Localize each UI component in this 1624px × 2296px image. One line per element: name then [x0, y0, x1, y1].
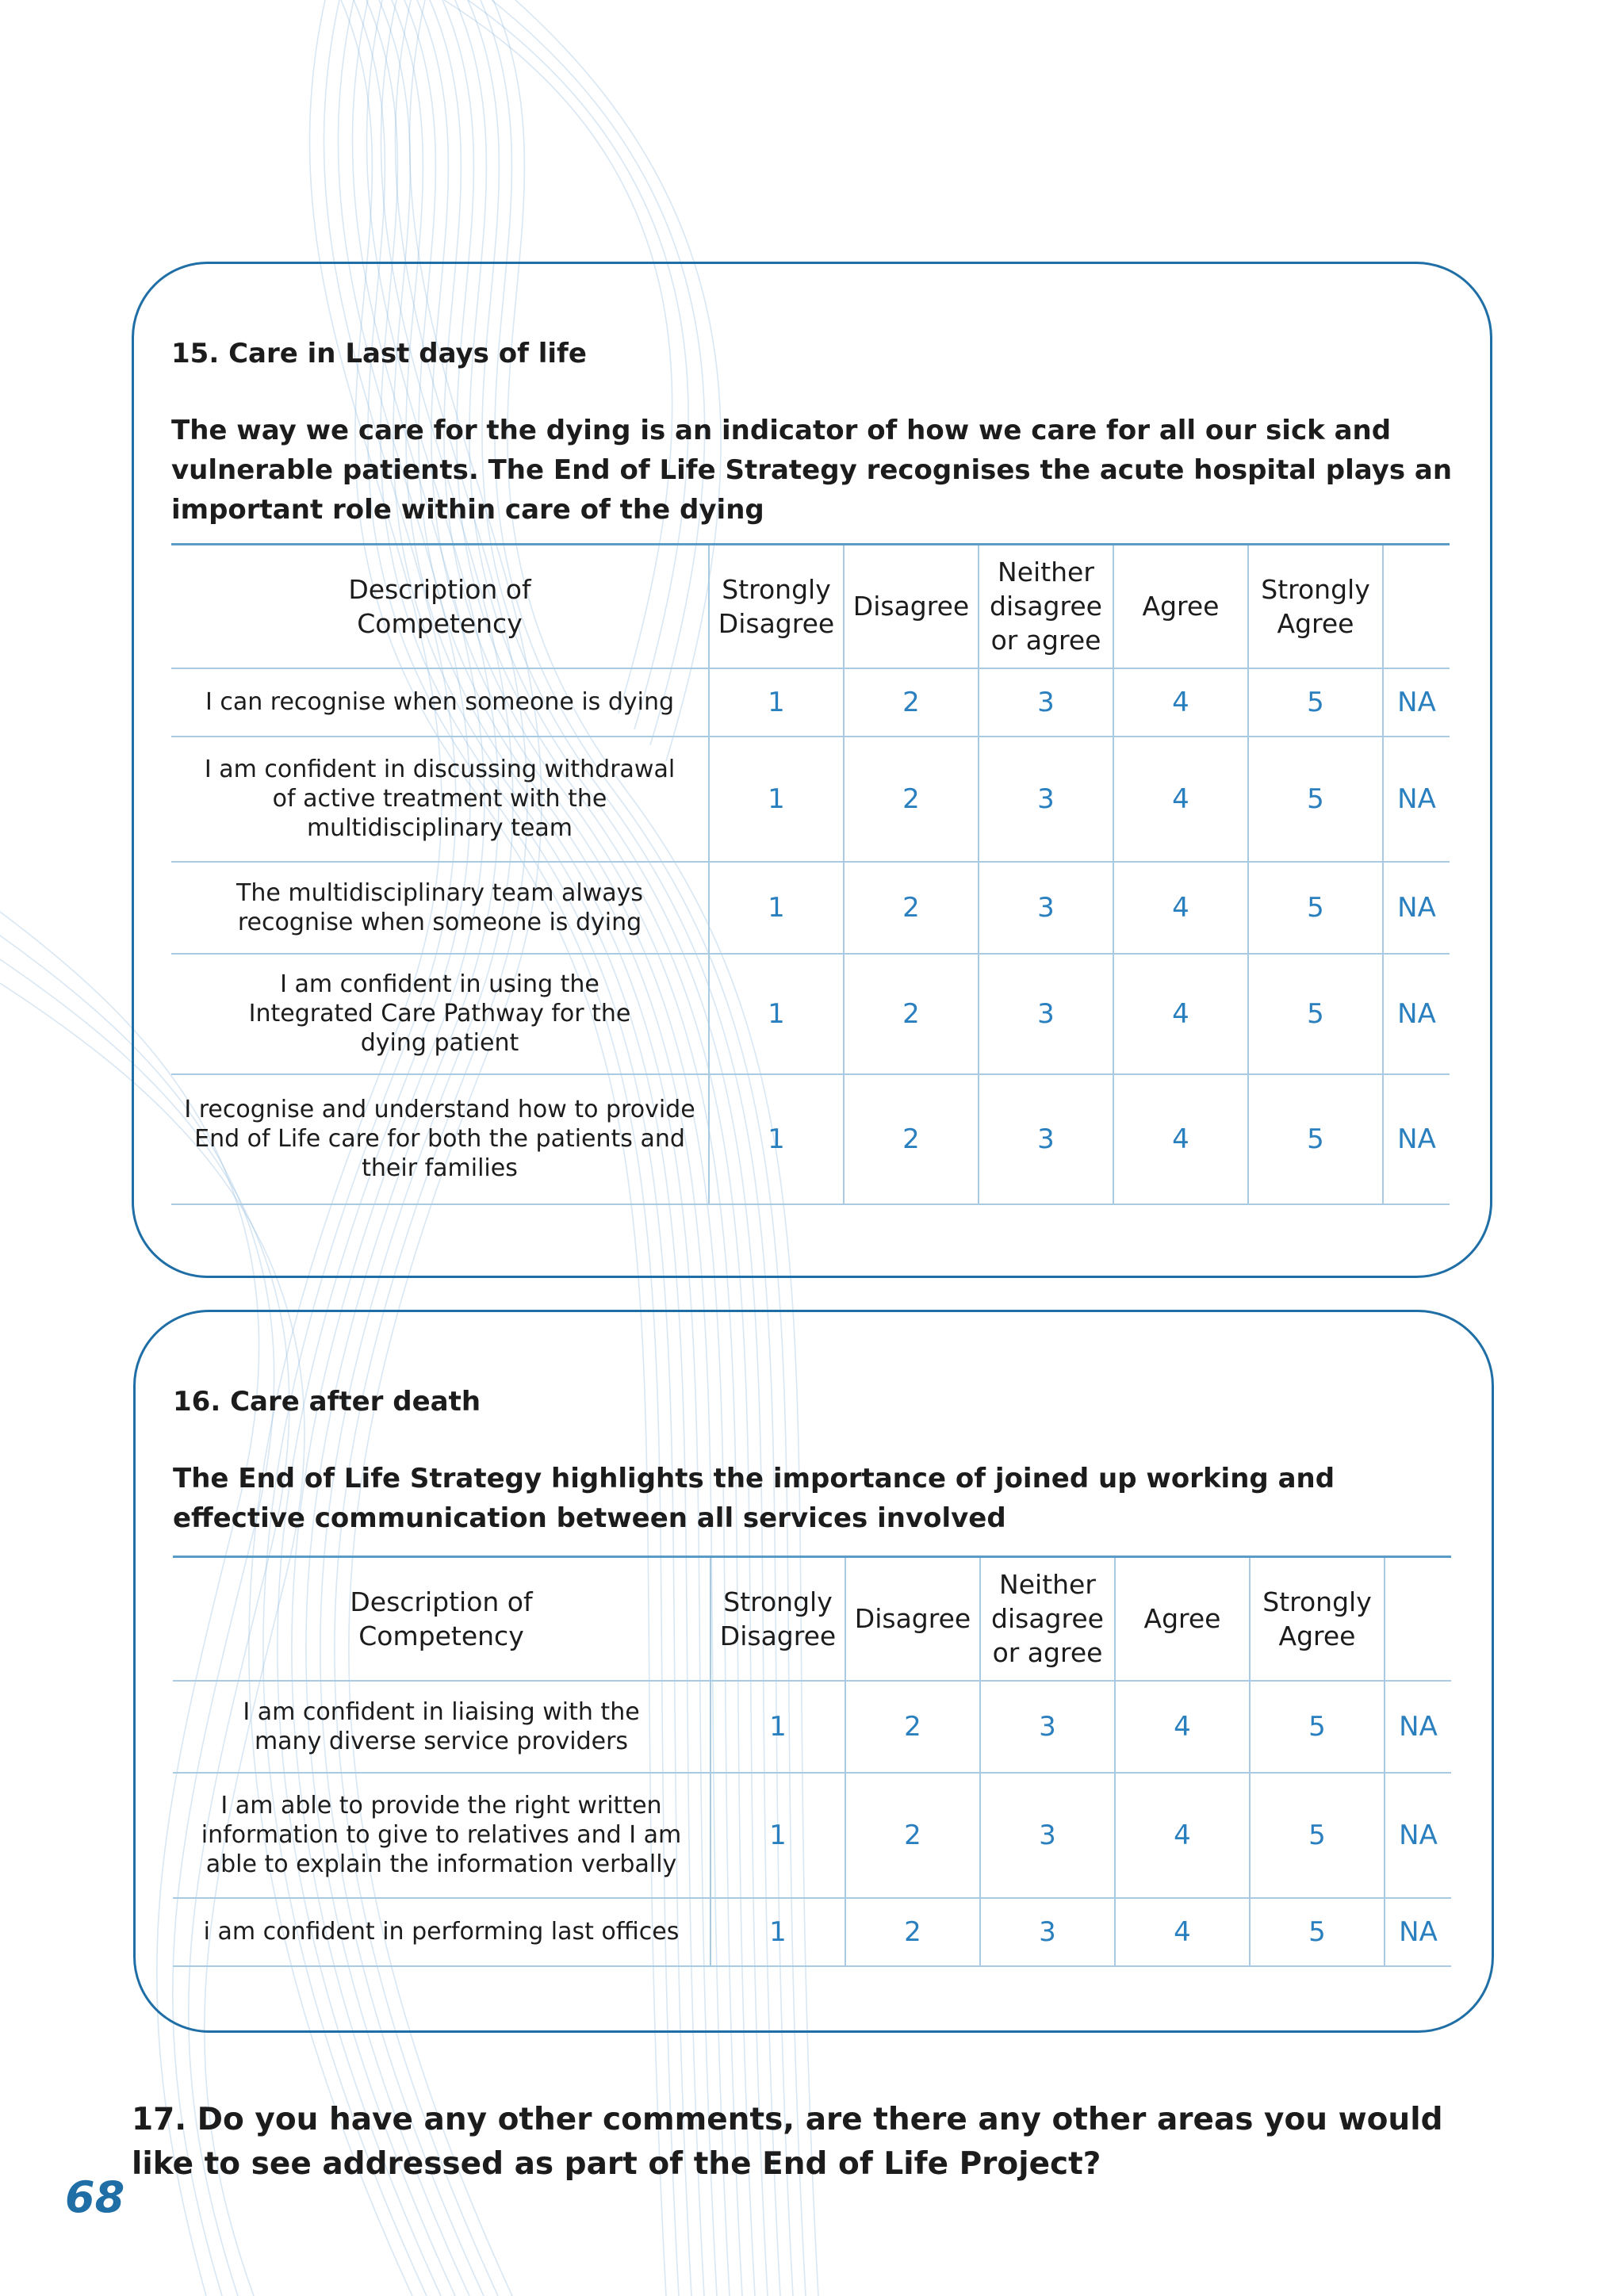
option-na[interactable]: NA [1385, 1898, 1451, 1966]
header-strongly-disagree: Strongly Disagree [709, 545, 844, 668]
header-strongly-agree: Strongly Agree [1250, 1557, 1385, 1681]
option-1[interactable]: 1 [709, 668, 844, 737]
option-2[interactable]: 2 [844, 668, 979, 737]
option-2[interactable]: 2 [845, 1773, 980, 1898]
option-1[interactable]: 1 [709, 737, 844, 862]
header-description: Description of Competency [173, 1557, 710, 1681]
option-5[interactable]: 5 [1248, 737, 1383, 862]
competency-text: I am able to provide the right written information to give to relatives and I am able to explain the information verbally [173, 1773, 710, 1898]
option-3[interactable]: 3 [980, 1773, 1115, 1898]
option-2[interactable]: 2 [845, 1681, 980, 1773]
header-na [1383, 545, 1450, 668]
section-16-competency-table [173, 1556, 1451, 1967]
option-5[interactable]: 5 [1248, 1074, 1383, 1204]
option-5[interactable]: 5 [1250, 1681, 1385, 1773]
table-header-row [173, 1557, 1451, 1681]
header-neither: Neither disagree or agree [980, 1557, 1115, 1681]
option-1[interactable]: 1 [710, 1898, 845, 1966]
section-15-competency-table [171, 543, 1450, 1205]
option-1[interactable]: 1 [710, 1773, 845, 1898]
option-1[interactable]: 1 [710, 1681, 845, 1773]
competency-text: The multidisciplinary team always recognise when someone is dying [171, 862, 709, 954]
option-3[interactable]: 3 [979, 737, 1113, 862]
header-description: Description of Competency [171, 545, 709, 668]
header-neither: Neither disagree or agree [979, 545, 1113, 668]
competency-text: I am confident in discussing withdrawal of active treatment with the multidisciplinary team [171, 737, 709, 862]
option-2[interactable]: 2 [844, 954, 979, 1074]
option-4[interactable]: 4 [1113, 862, 1248, 954]
option-na[interactable]: NA [1383, 1074, 1450, 1204]
table-row [171, 954, 1450, 1074]
option-na[interactable]: NA [1383, 737, 1450, 862]
table-header-row [171, 545, 1450, 668]
table-row [171, 737, 1450, 862]
section-15-intro: The way we care for the dying is an indicator of how we care for all our sick and vulnerable patients. The End of Life Strategy recognises the acute hospital plays an important role within care of the dying [171, 415, 1453, 526]
option-5[interactable]: 5 [1250, 1773, 1385, 1898]
option-5[interactable]: 5 [1248, 668, 1383, 737]
header-agree: Agree [1115, 1557, 1250, 1681]
option-4[interactable]: 4 [1113, 954, 1248, 1074]
competency-text: I am confident in using the Integrated Care Pathway for the dying patient [171, 954, 709, 1074]
section-16-title: 16. Care after death [173, 1386, 481, 1418]
option-1[interactable]: 1 [709, 1074, 844, 1204]
option-3[interactable]: 3 [979, 1074, 1113, 1204]
question-17-text: 17. Do you have any other comments, are there any other areas you would like to see addressed as part of the End of Life Project? [132, 2102, 1443, 2182]
option-4[interactable]: 4 [1113, 1074, 1248, 1204]
header-agree: Agree [1113, 545, 1248, 668]
option-2[interactable]: 2 [844, 1074, 979, 1204]
header-disagree: Disagree [845, 1557, 980, 1681]
section-16-intro: The End of Life Strategy highlights the importance of joined up working and effective communication between all services involved [173, 1463, 1335, 1534]
header-strongly-agree: Strongly Agree [1248, 545, 1383, 668]
option-4[interactable]: 4 [1113, 737, 1248, 862]
option-na[interactable]: NA [1385, 1773, 1451, 1898]
option-3[interactable]: 3 [979, 668, 1113, 737]
option-5[interactable]: 5 [1248, 954, 1383, 1074]
table-row [173, 1773, 1451, 1898]
option-1[interactable]: 1 [709, 862, 844, 954]
competency-text: I recognise and understand how to provide End of Life care for both the patients and their families [171, 1074, 709, 1204]
option-2[interactable]: 2 [844, 737, 979, 862]
header-na [1385, 1557, 1451, 1681]
option-4[interactable]: 4 [1115, 1898, 1250, 1966]
option-3[interactable]: 3 [980, 1681, 1115, 1773]
option-na[interactable]: NA [1383, 668, 1450, 737]
option-5[interactable]: 5 [1248, 862, 1383, 954]
table-row [171, 668, 1450, 737]
option-4[interactable]: 4 [1115, 1773, 1250, 1898]
option-1[interactable]: 1 [709, 954, 844, 1074]
competency-text: I am confident in liaising with the many diverse service providers [173, 1681, 710, 1773]
table-row [171, 862, 1450, 954]
option-4[interactable]: 4 [1113, 668, 1248, 737]
table-row [173, 1681, 1451, 1773]
section-15-title: 15. Care in Last days of life [171, 338, 587, 369]
option-na[interactable]: NA [1385, 1681, 1451, 1773]
option-2[interactable]: 2 [844, 862, 979, 954]
option-3[interactable]: 3 [979, 954, 1113, 1074]
option-3[interactable]: 3 [979, 862, 1113, 954]
option-5[interactable]: 5 [1250, 1898, 1385, 1966]
option-na[interactable]: NA [1383, 954, 1450, 1074]
competency-text: i am confident in performing last offices [173, 1898, 710, 1966]
competency-text: I can recognise when someone is dying [171, 668, 709, 737]
table-row [173, 1898, 1451, 1966]
page-number: 68 [65, 2172, 125, 2222]
option-2[interactable]: 2 [845, 1898, 980, 1966]
option-4[interactable]: 4 [1115, 1681, 1250, 1773]
header-strongly-disagree: Strongly Disagree [710, 1557, 845, 1681]
header-disagree: Disagree [844, 545, 979, 668]
table-row [171, 1074, 1450, 1204]
option-na[interactable]: NA [1383, 862, 1450, 954]
option-3[interactable]: 3 [980, 1898, 1115, 1966]
